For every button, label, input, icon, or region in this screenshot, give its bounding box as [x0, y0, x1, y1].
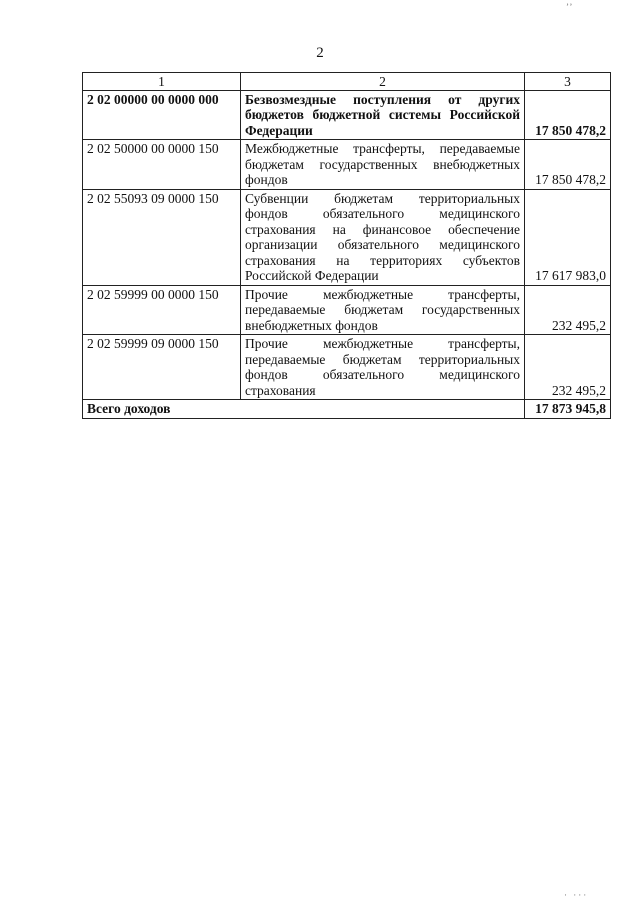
row-amount: 17 850 478,2	[525, 90, 611, 140]
table-row	[83, 140, 611, 190]
row-amount: 232 495,2	[525, 335, 611, 400]
column-header-description: 2	[241, 73, 525, 91]
row-description: Субвенции бюджетам территориальных фондов обязательного медицинского страхования на финансовое обеспечение организации обязательного медицинского страхования на территориях субъектов Российской Федерации	[241, 189, 525, 285]
row-amount: 17 850 478,2	[525, 140, 611, 190]
table-row	[83, 285, 611, 335]
total-amount: 17 873 945,8	[525, 400, 611, 419]
column-header-amount: 3	[525, 73, 611, 91]
table-row	[83, 189, 611, 285]
scan-mark-bottom: · ···	[564, 890, 589, 900]
revenue-table	[82, 72, 611, 419]
row-code: 2 02 59999 09 0000 150	[83, 335, 241, 400]
table-row	[83, 335, 611, 400]
table-row	[83, 90, 611, 140]
row-description: Безвозмездные поступления от других бюджетов бюджетной системы Российской Федерации	[241, 90, 525, 140]
row-code: 2 02 55093 09 0000 150	[83, 189, 241, 285]
row-code: 2 02 50000 00 0000 150	[83, 140, 241, 190]
total-label: Всего доходов	[83, 400, 525, 419]
row-description: Межбюджетные трансферты, передаваемые бюджетам государственных внебюджетных фондов	[241, 140, 525, 190]
total-row	[83, 400, 611, 419]
row-amount: 232 495,2	[525, 285, 611, 335]
row-description: Прочие межбюджетные трансферты, передаваемые бюджетам государственных внебюджетных фондов	[241, 285, 525, 335]
row-code: 2 02 59999 00 0000 150	[83, 285, 241, 335]
column-header-code: 1	[83, 73, 241, 91]
row-amount: 17 617 983,0	[525, 189, 611, 285]
row-code: 2 02 00000 00 0000 000	[83, 90, 241, 140]
scan-mark-top: ’’	[566, 2, 574, 12]
row-description: Прочие межбюджетные трансферты, передаваемые бюджетам территориальных фондов обязательного медицинского страхования	[241, 335, 525, 400]
table-header-row	[83, 73, 611, 91]
page-number: 2	[316, 45, 324, 61]
